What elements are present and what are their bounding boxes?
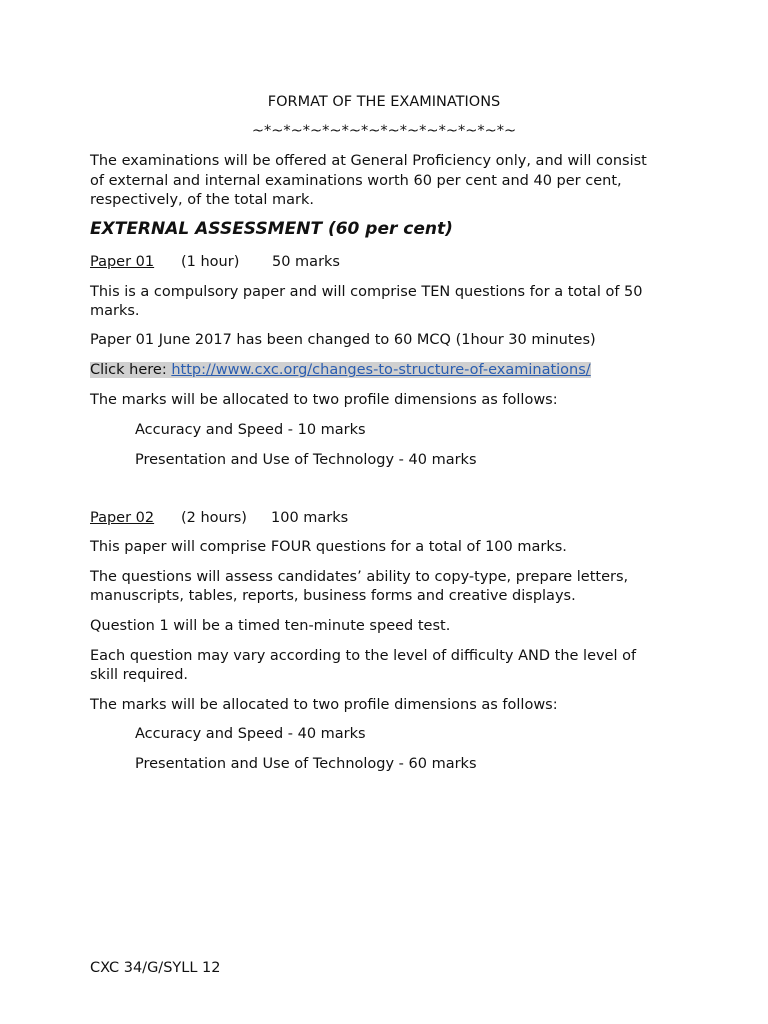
paper02-alloc-intro: The marks will be allocated to two profile dimensions as follows: [90,697,558,713]
paper02-desc: This paper will comprise FOUR questions for a total of 100 marks. [90,539,567,555]
paper01-desc-line-1: This is a compulsory paper and will comprise TEN questions for a total of 50 [90,284,643,300]
paper02-assess-line-2: manuscripts, tables, reports, business forms and creative displays. [90,588,576,604]
intro-line-3: respectively, of the total mark. [90,192,314,208]
click-here-row [90,361,591,380]
paper01-alloc-intro: The marks will be allocated to two profile dimensions as follows: [90,392,558,408]
click-here-label: Click here: http://www.cxc.org/changes-to-structure-of-examinations/ [90,362,591,378]
page-footer: CXC 34/G/SYLL 12 [90,960,221,976]
paper02-q1: Question 1 will be a timed ten-minute speed test. [90,618,451,634]
paper01-marks: 50 marks [272,254,340,270]
title-ornament: ~*~*~*~*~*~*~*~*~*~*~*~*~*~ [251,123,517,139]
paper02-vary-line-1: Each question may vary according to the level of difficulty AND the level of [90,648,637,664]
paper02-vary-line-2: skill required. [90,667,189,683]
paper01-name: Paper 01 [90,254,155,270]
paper02-assess-line-1: The questions will assess candidates’ ability to copy-type, prepare letters, [90,569,629,585]
paper01-alloc-item-1: Accuracy and Speed - 10 marks [135,422,366,438]
intro-line-1: The examinations will be offered at General Proficiency only, and will consist [90,153,647,169]
external-assessment-heading: EXTERNAL ASSESSMENT (60 per cent) [90,219,453,239]
paper02-alloc-item-2: Presentation and Use of Technology - 60 marks [135,756,477,772]
paper01-alloc-item-2: Presentation and Use of Technology - 40 marks [135,452,477,468]
paper01-desc-line-2: marks. [90,303,140,319]
paper02-duration: (2 hours) [181,510,247,526]
cxc-changes-link[interactable]: http://www.cxc.org/changes-to-structure-of-examinations/ [171,362,591,378]
paper02-alloc-item-1: Accuracy and Speed - 40 marks [135,726,366,742]
paper02-header [90,509,348,528]
paper02-name: Paper 02 [90,510,155,526]
page-title: FORMAT OF THE EXAMINATIONS [267,94,501,110]
paper01-change-note: Paper 01 June 2017 has been changed to 60 MCQ (1hour 30 minutes) [90,332,596,348]
paper01-header [90,253,340,272]
intro-line-2: of external and internal examinations worth 60 per cent and 40 per cent, [90,173,622,189]
paper02-marks: 100 marks [271,510,349,526]
paper01-duration: (1 hour) [181,254,240,270]
